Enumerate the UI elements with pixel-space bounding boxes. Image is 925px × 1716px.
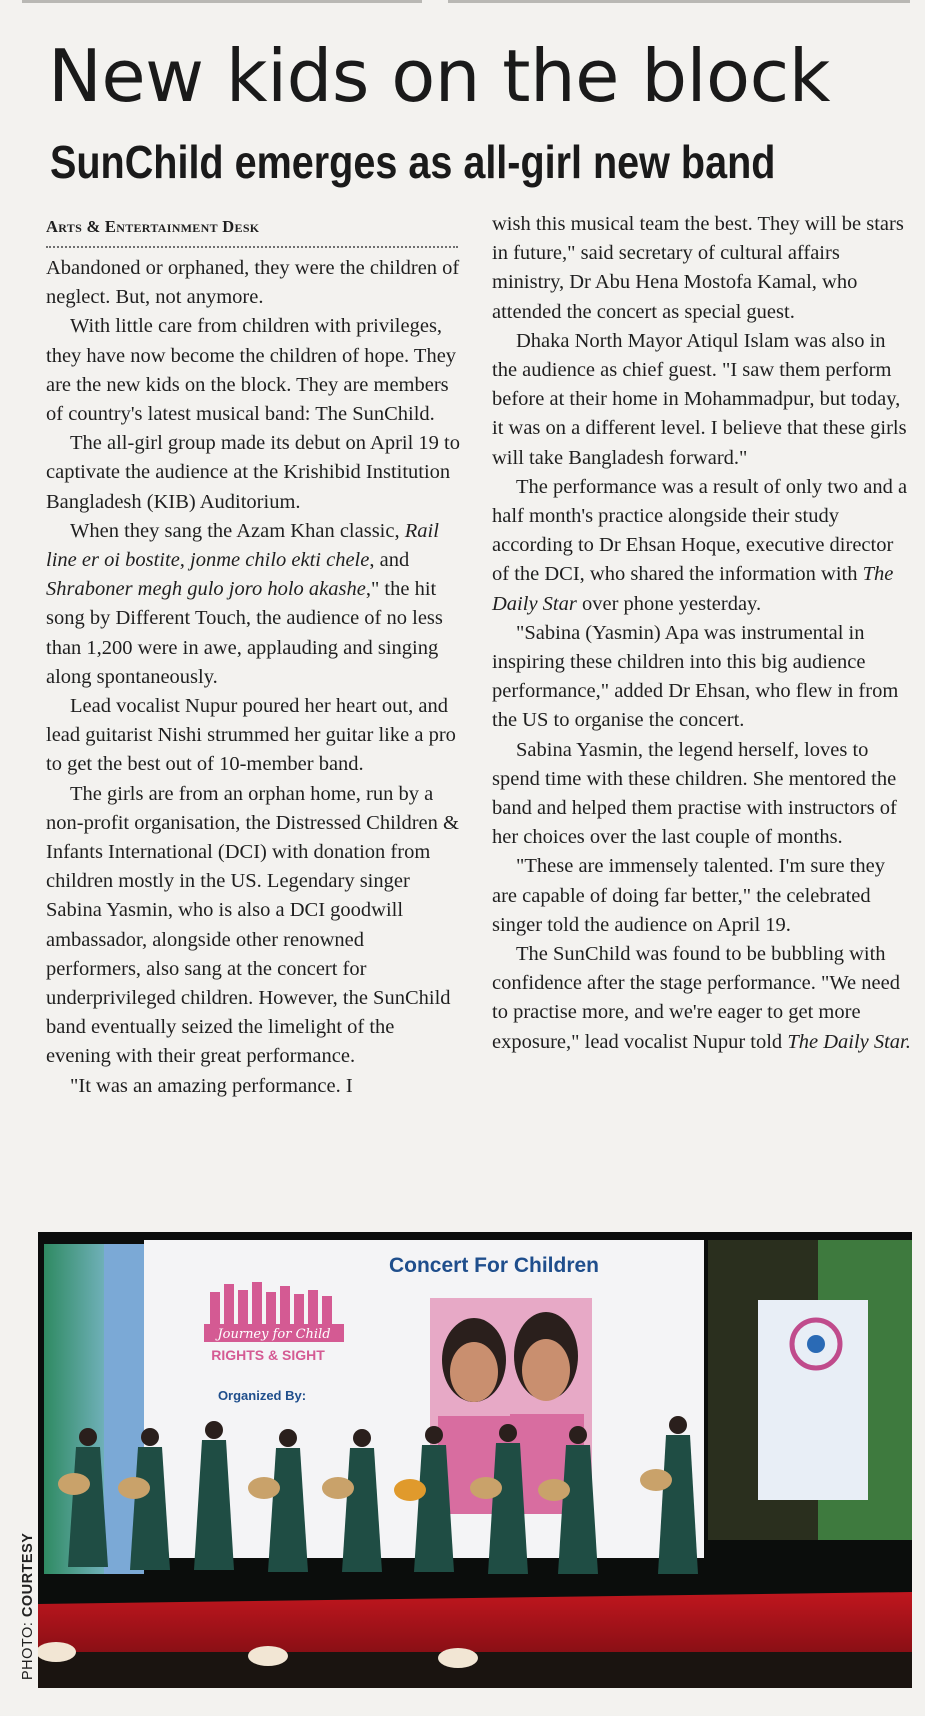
concert-stage-illustration bbox=[38, 1232, 912, 1688]
text-run: ," the hit song by Different Touch, the audience of no less than 1,200 were in awe, applauding and singing along spontaneously. bbox=[46, 578, 443, 688]
paragraph: "These are immensely talented. I'm sure they are capable of doing far better," the celebrated singer told the audience on April 19. bbox=[492, 855, 885, 936]
paragraph: "Sabina (Yasmin) Apa was instrumental in inspiring these children into this big audience performance," added Dr Ehsan, who flew in from the US to organise the concert. bbox=[492, 621, 899, 732]
logo-caption: RIGHTS & SIGHT bbox=[211, 1347, 325, 1363]
paragraph: Abandoned or orphaned, they were the children of neglect. But, not anymore. bbox=[46, 257, 460, 309]
article-column-1 bbox=[46, 212, 461, 1101]
banner-title: Concert For Children bbox=[388, 1254, 600, 1277]
top-rule-left bbox=[22, 0, 422, 3]
dotted-divider bbox=[46, 246, 458, 248]
paragraph-with-song-titles bbox=[46, 517, 461, 692]
top-rule-right bbox=[448, 0, 910, 3]
text-run: The SunChild was found to be bubbling with confidence after the stage performance. "We need to practise more, and we're eager to get more exposure," lead vocalist Nupur told bbox=[492, 943, 900, 1053]
song-title: Rail line er oi bostite, jonme chilo ekti chele bbox=[46, 519, 439, 572]
paragraph: Dhaka North Mayor Atiqul Islam was also in the audience as chief guest. "I saw them perform before at their home in Mohammadpur, but today, it was on a different level. I believe that these girls will take Bangladesh forward." bbox=[492, 329, 907, 469]
paragraph: The girls are from an orphan home, run by a non-profit organisation, the Distressed Children & Infants International (DCI) with donation from children mostly in the US. Legendary singer Sabina Yasmin, who is also a DCI goodwill ambassador, alongside other renowned performers, also sang at the concert for underprivileged children. However, the SunChild band eventually seized the limelight of the evening with their great performance. bbox=[46, 782, 459, 1068]
text-run: The performance was a result of only two and a half month's practice alongside their study according to Dr Ehsan Hoque, executive director of the DCI, who shared the information with bbox=[492, 475, 908, 586]
publication-name: The Daily Star. bbox=[787, 1030, 911, 1053]
dci-banner bbox=[758, 1300, 868, 1500]
song-title: Shraboner megh gulo joro holo akashe bbox=[46, 578, 366, 601]
paragraph: Sabina Yasmin, the legend herself, loves to spend time with these children. She mentored the band and helped them practise with instructors of her choices over the last couple of months. bbox=[492, 738, 897, 849]
desk-byline: Arts & Entertainment Desk bbox=[46, 217, 260, 236]
credit-name: COURTESY bbox=[20, 1532, 36, 1618]
paragraph bbox=[492, 473, 914, 619]
article-column-2 bbox=[492, 210, 914, 1057]
concert-photo bbox=[38, 1232, 912, 1688]
text-run: , and bbox=[369, 549, 410, 572]
paragraph: wish this musical team the best. They will be stars in future," said secretary of cultural affairs ministry, Dr Abu Hena Mostofa Kamal, who attended the concert as special guest. bbox=[492, 213, 904, 323]
credit-label: PHOTO: bbox=[20, 1617, 36, 1680]
paragraph: The all-girl group made its debut on April 19 to captivate the audience at the Krishibid Institution Bangladesh (KIB) Auditorium. bbox=[46, 432, 461, 513]
subheadline: SunChild emerges as all-girl new band bbox=[50, 136, 776, 188]
logo-script: Journey for Child bbox=[217, 1327, 331, 1342]
text-run: When they sang the Azam Khan classic, bbox=[70, 519, 405, 542]
headline: New kids on the block bbox=[48, 34, 830, 118]
photo-credit bbox=[20, 1533, 36, 1680]
paragraph bbox=[492, 940, 914, 1057]
paragraph: "It was an amazing performance. I bbox=[70, 1074, 353, 1097]
text-run: over phone yesterday. bbox=[576, 592, 762, 615]
dci-logo-center-icon bbox=[807, 1335, 825, 1353]
paragraph: With little care from children with privileges, they have now become the children of hope. They are the new kids on the block. They are members of country's latest musical band: The SunChild. bbox=[46, 315, 457, 426]
organized-by: Organized By: bbox=[217, 1388, 307, 1403]
paragraph: Lead vocalist Nupur poured her heart out, and lead guitarist Nishi strummed her guitar like a pro to get the best out of 10-member band. bbox=[46, 695, 456, 776]
publication-name: The Daily Star bbox=[492, 563, 894, 615]
